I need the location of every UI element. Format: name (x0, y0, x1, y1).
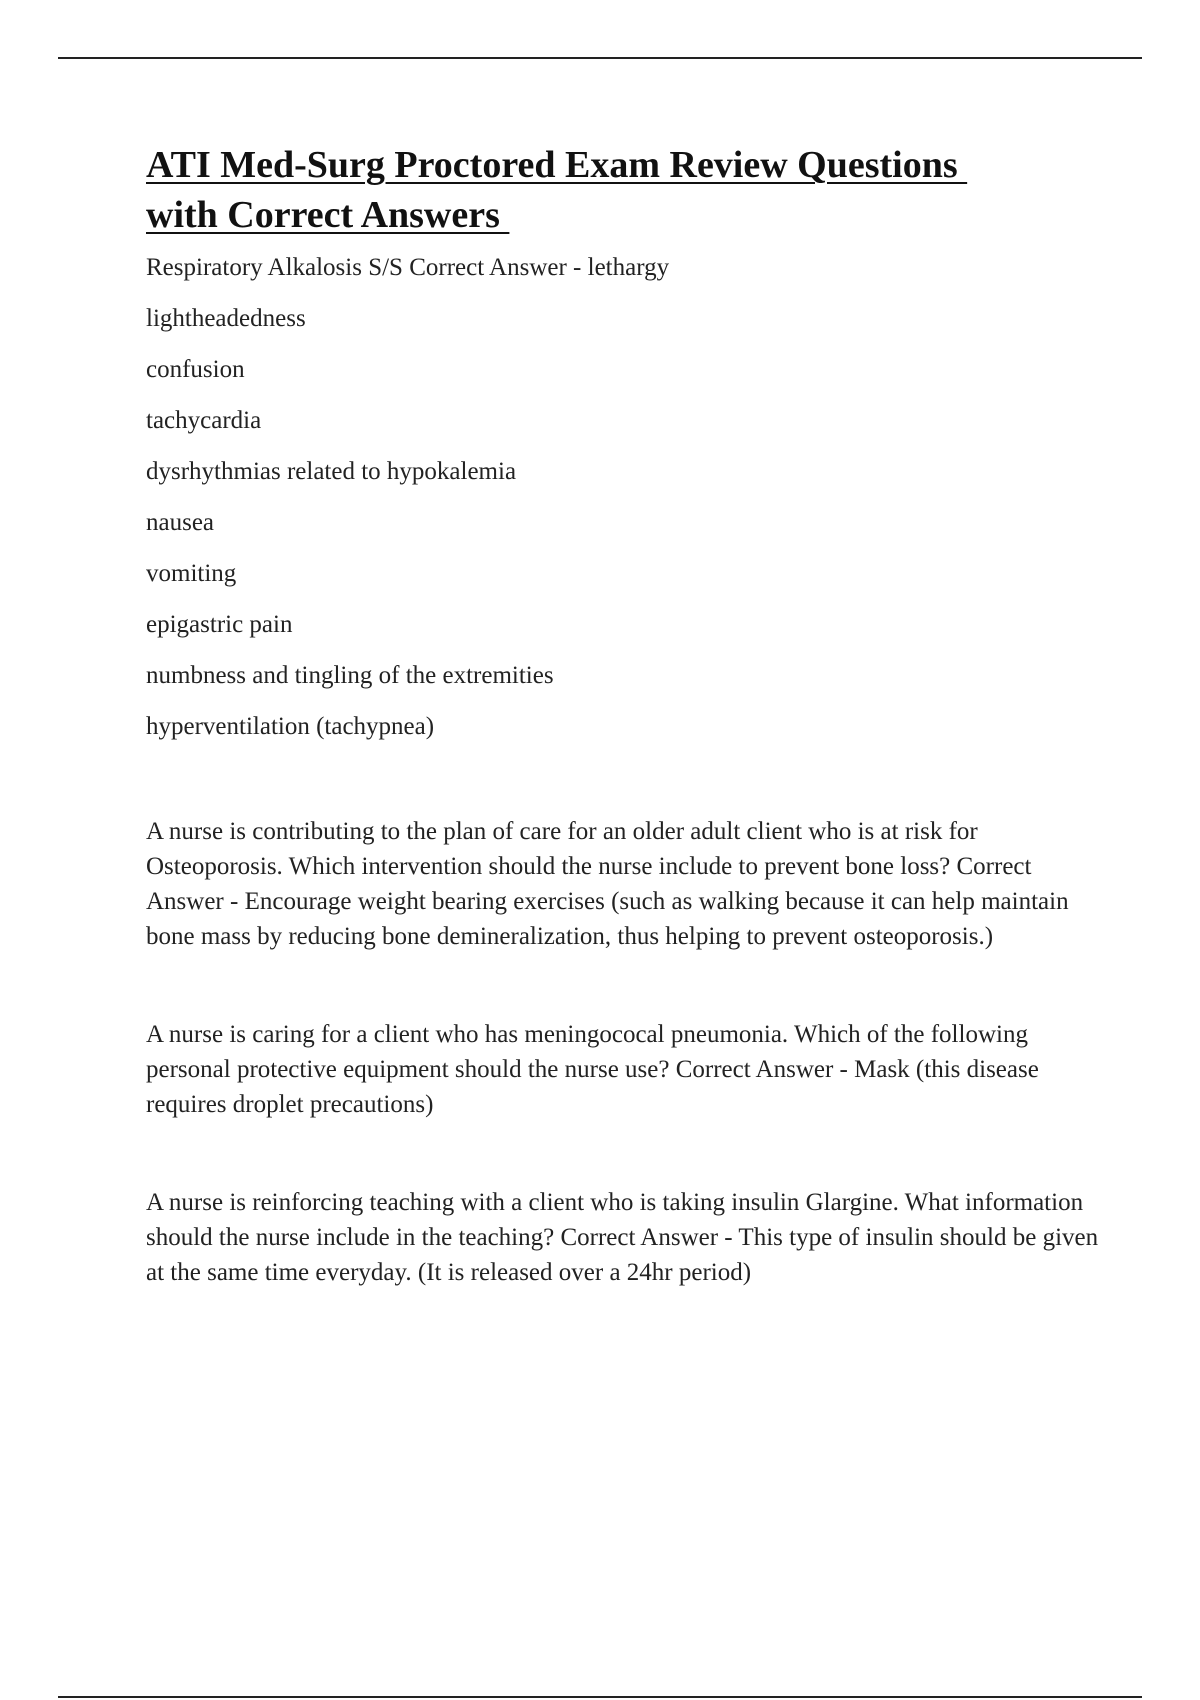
symptom-item: numbness and tingling of the extremities (146, 662, 554, 689)
document-title (146, 140, 1106, 240)
symptom-item: confusion (146, 356, 245, 383)
respiratory-alkalosis-lead: Respiratory Alkalosis S/S Correct Answer - lethargy (146, 254, 670, 281)
symptom-item: hyperventilation (tachypnea) (146, 713, 435, 740)
title-line-2: with Correct Answers (146, 194, 510, 236)
title-line-1: ATI Med-Surg Proctored Exam Review Questions (146, 144, 968, 186)
symptom-item: nausea (146, 509, 215, 536)
document-body (146, 140, 1106, 1290)
symptom-item: epigastric pain (146, 611, 293, 638)
symptom-item: tachycardia (146, 407, 262, 434)
top-rule (58, 57, 1142, 59)
bottom-rule (58, 1696, 1142, 1698)
question-insulin-glargine: A nurse is reinforcing teaching with a client who is taking insulin Glargine. What information should the nurse include in the teaching? Correct Answer - This type of insulin should be given at the same time everyday. (It is released over a 24hr period) (146, 1189, 1099, 1286)
question-osteoporosis: A nurse is contributing to the plan of care for an older adult client who is at risk for Osteoporosis. Which intervention should the nurse include to prevent bone loss? Correct Answer - Encourage weight bearing exercises (such as walking because it can help maintain bone mass by reducing bone demineralization, thus helping to prevent osteoporosis.) (146, 818, 1069, 950)
symptom-item: dysrhythmias related to hypokalemia (146, 458, 517, 485)
symptom-item: lightheadedness (146, 305, 306, 332)
question-meningococcal-ppe: A nurse is caring for a client who has meningococal pneumonia. Which of the following personal protective equipment should the nurse use? Correct Answer - Mask (this disease requires droplet precautions) (146, 1021, 1039, 1118)
symptom-item: vomiting (146, 560, 237, 587)
